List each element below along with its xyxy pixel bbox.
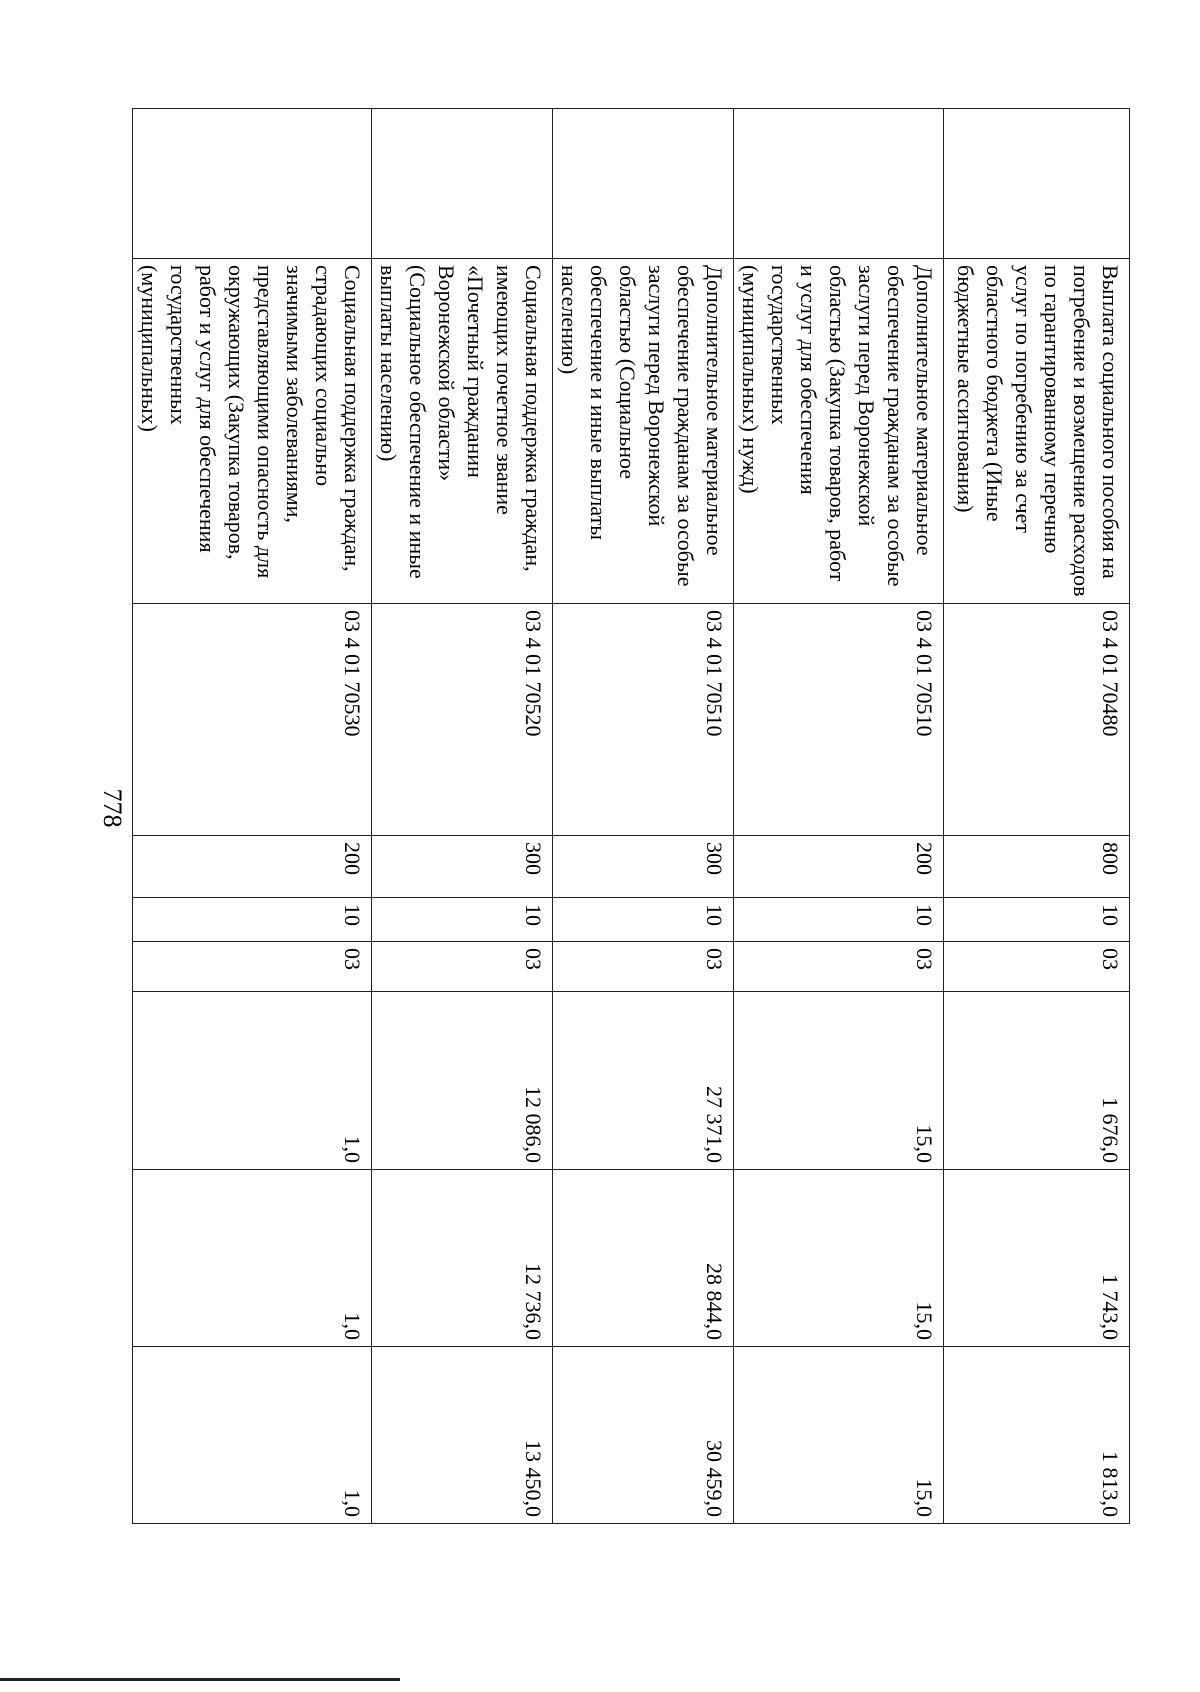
table-row xyxy=(553,109,734,1524)
row-subsection: 03 xyxy=(734,942,944,992)
row-year1-amount: 15,0 xyxy=(734,992,944,1170)
row-year3-amount: 13 450,0 xyxy=(372,1347,553,1524)
row-year2-amount: 15,0 xyxy=(734,1170,944,1347)
table-row xyxy=(372,109,553,1524)
row-expense-type: 300 xyxy=(372,836,553,898)
row-section: 10 xyxy=(553,898,734,942)
row-year1-amount: 12 086,0 xyxy=(372,992,553,1170)
row-index-cell xyxy=(944,109,1130,259)
row-code: 03 4 01 70480 xyxy=(944,604,1130,836)
table-row xyxy=(944,109,1130,1524)
row-subsection: 03 xyxy=(372,942,553,992)
row-year3-amount: 30 459,0 xyxy=(553,1347,734,1524)
row-index-cell xyxy=(133,109,372,259)
row-year2-amount: 1,0 xyxy=(133,1170,372,1347)
row-index-cell xyxy=(372,109,553,259)
table-row xyxy=(734,109,944,1524)
row-index-cell xyxy=(734,109,944,259)
row-section: 10 xyxy=(133,898,372,942)
row-year3-amount: 1,0 xyxy=(133,1347,372,1524)
row-year3-amount: 1 813,0 xyxy=(944,1347,1130,1524)
row-year1-amount: 1,0 xyxy=(133,992,372,1170)
page-number: 778 xyxy=(98,788,127,828)
row-code: 03 4 01 70510 xyxy=(734,604,944,836)
row-year1-amount: 27 371,0 xyxy=(553,992,734,1170)
row-year2-amount: 1 743,0 xyxy=(944,1170,1130,1347)
row-description: Социальная поддержка граждан, страдающих социально значимыми заболеваниями, представляющими опасность для окружающих (Закупка товаров, работ и услуг для обеспечения государственных (муниципальных) xyxy=(133,259,372,604)
row-code: 03 4 01 70520 xyxy=(372,604,553,836)
row-description: Социальная поддержка граждан, имеющих почетное звание «Почетный гражданин Воронежской области» (Социальное обеспечение и иные выплаты населению) xyxy=(372,259,553,604)
row-section: 10 xyxy=(944,898,1130,942)
budget-table xyxy=(132,108,1130,1524)
row-year2-amount: 12 736,0 xyxy=(372,1170,553,1347)
table-row xyxy=(133,109,372,1524)
row-subsection: 03 xyxy=(133,942,372,992)
scan-edge-line xyxy=(0,1678,400,1681)
row-description: Дополнительное материальное обеспечение гражданам за особые заслуги перед Воронежской областью (Закупка товаров, работ и услуг для обеспечения государственных (муниципальных) нужд) xyxy=(734,259,944,604)
row-year2-amount: 28 844,0 xyxy=(553,1170,734,1347)
row-section: 10 xyxy=(734,898,944,942)
row-expense-type: 200 xyxy=(133,836,372,898)
row-expense-type: 800 xyxy=(944,836,1130,898)
row-expense-type: 200 xyxy=(734,836,944,898)
row-year3-amount: 15,0 xyxy=(734,1347,944,1524)
row-index-cell xyxy=(553,109,734,259)
row-section: 10 xyxy=(372,898,553,942)
row-subsection: 03 xyxy=(944,942,1130,992)
row-code: 03 4 01 70530 xyxy=(133,604,372,836)
rotated-table-wrapper xyxy=(137,108,1130,1523)
row-code: 03 4 01 70510 xyxy=(553,604,734,836)
row-year1-amount: 1 676,0 xyxy=(944,992,1130,1170)
row-expense-type: 300 xyxy=(553,836,734,898)
row-description: Дополнительное материальное обеспечение гражданам за особые заслуги перед Воронежской областью (Социальное обеспечение и иные выплаты населению) xyxy=(553,259,734,604)
row-subsection: 03 xyxy=(553,942,734,992)
row-description: Выплата социального пособия на погребение и возмещение расходов по гарантированному перечню услуг по погребению за счет областного бюджета (Иные бюджетные ассигнования) xyxy=(944,259,1130,604)
